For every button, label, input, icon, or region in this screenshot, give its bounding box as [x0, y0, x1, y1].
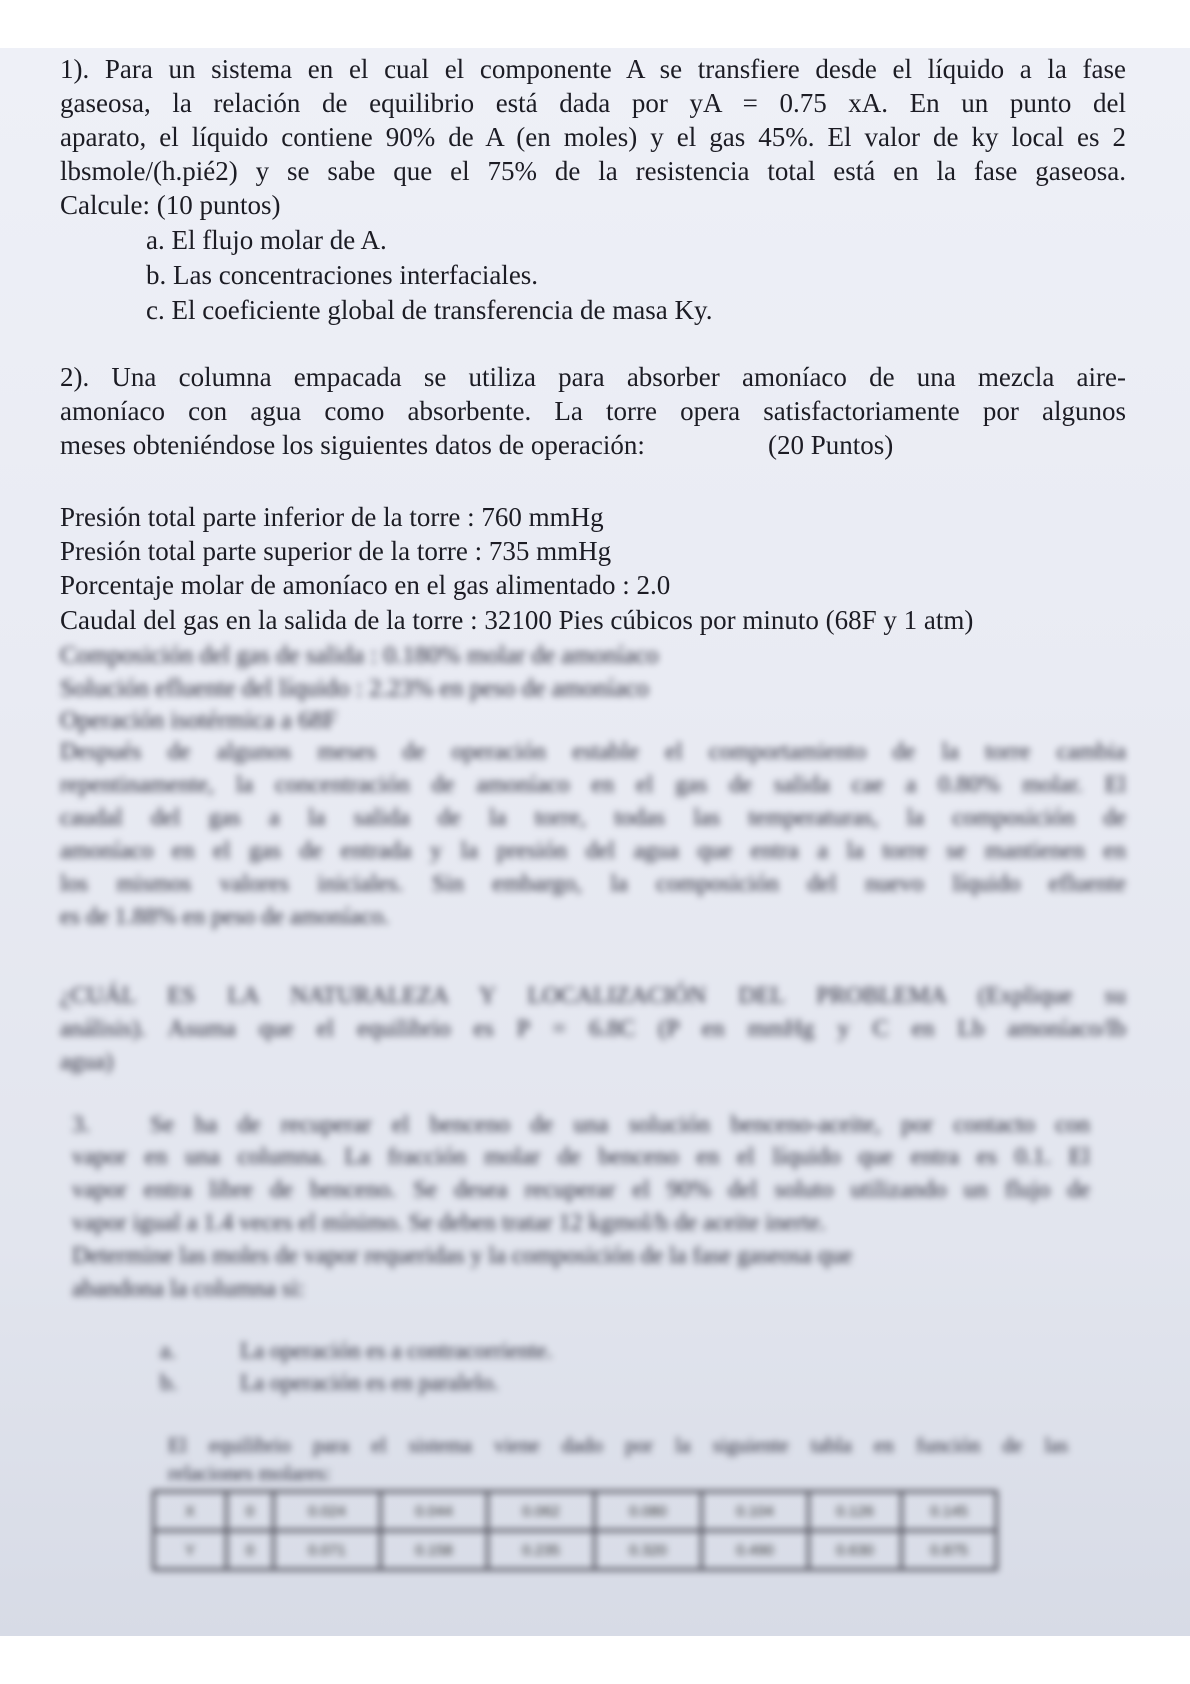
- p3-table-intro-1: El equilibrio para el sistema viene dado por la siguiente tabla en función de las: [168, 1433, 1068, 1457]
- p2-blur-data-1: Composición del gas de salida : 0.180% molar de amoníaco: [60, 642, 659, 669]
- table-cell: 0.490: [702, 1531, 809, 1570]
- p3-item-b-label: b.: [160, 1370, 178, 1395]
- p2-blur-para-6: es de 1.88% en peso de amoníaco.: [60, 904, 390, 930]
- p1-line-2: gaseosa, la relación de equilibrio está dada por yA = 0.75 xA. En un punto del: [60, 88, 1126, 118]
- p1-line-5: Calcule: (10 puntos): [60, 190, 281, 220]
- table-cell: 0.875: [902, 1531, 997, 1570]
- p2-blur-question-1: ¿CUÁL ES LA NATURALEZA Y LOCALIZACIÓN DEL PROBLEMA (Explique su: [60, 983, 1126, 1009]
- table-cell: 0: [227, 1492, 274, 1531]
- table-cell: 0.320: [595, 1531, 702, 1570]
- p2-line-2: amoníaco con agua como absorbente. La torre opera satisfactoriamente por algunos: [60, 396, 1126, 426]
- table-cell: 0.104: [702, 1492, 809, 1531]
- p2-data-4: Caudal del gas en la salida de la torre : 32100 Pies cúbicos por minuto (68F y 1 atm): [60, 605, 974, 635]
- p2-data-1: Presión total parte inferior de la torre : 760 mmHg: [60, 502, 604, 532]
- p2-blur-question-3: agua): [60, 1049, 114, 1075]
- p3-line-5: Determine las moles de vapor requeridas y la composición de la fase gaseosa que: [72, 1243, 853, 1269]
- table-cell: 0.158: [381, 1531, 488, 1570]
- table-cell: Y: [154, 1531, 227, 1570]
- table-row-x: [154, 1492, 997, 1531]
- table-cell: 0: [227, 1531, 274, 1570]
- p3-item-a-label: a.: [160, 1338, 176, 1363]
- equilibrium-table: [152, 1490, 998, 1571]
- p2-blur-data-2: Solución efluente del líquido : 2.23% en peso de amoníaco: [60, 675, 649, 702]
- table-cell: X: [154, 1492, 227, 1531]
- p1-line-4: lbsmole/(h.pié2) y se sabe que el 75% de la resistencia total está en la fase gaseosa.: [60, 156, 1126, 186]
- p3-item-a-text: La operación es a contracorriente.: [240, 1338, 553, 1363]
- p3-line-2: vapor en una columna. La fracción molar de benceno en el líquido que entra es 0.1. El: [72, 1144, 1090, 1170]
- p2-line-1: 2). Una columna empacada se utiliza para absorber amoníaco de una mezcla aire-: [60, 362, 1126, 392]
- p3-line-1: Se ha de recuperar el benceno de una solución benceno-aceite, por contacto con: [150, 1112, 1090, 1138]
- table-cell: 0.126: [809, 1492, 902, 1531]
- table-row-y: [154, 1531, 997, 1570]
- p2-blur-para-4: amoníaco en el gas de entrada y la presión del agua que entra a la torre se mantienen en: [60, 838, 1126, 864]
- p3-table-intro-2: relaciones molares:: [168, 1461, 331, 1485]
- table-cell: 0.630: [809, 1531, 902, 1570]
- table-cell: 0.145: [902, 1492, 997, 1531]
- p2-blur-para-5: los mismos valores iniciales. Sin embargo, la composición del nuevo líquido efluente: [60, 871, 1126, 897]
- p2-data-2: Presión total parte superior de la torre : 735 mmHg: [60, 536, 612, 566]
- p1-line-3: aparato, el líquido contiene 90% de A (en moles) y el gas 45%. El valor de ky local es 2: [60, 122, 1126, 152]
- table-cell: 0.235: [488, 1531, 595, 1570]
- p2-blur-para-3: caudal del gas a la salida de la torre, todas las temperaturas, la composición de: [60, 805, 1126, 831]
- p1-line-1: 1). Para un sistema en el cual el componente A se transfiere desde el líquido a la fase: [60, 54, 1126, 84]
- p3-number: 3.: [72, 1112, 90, 1138]
- table-cell: 0.080: [595, 1492, 702, 1531]
- document-page: [0, 48, 1190, 1636]
- p1-item-b: b. Las concentraciones interfaciales.: [146, 260, 539, 290]
- table-cell: 0.071: [274, 1531, 381, 1570]
- p3-line-6: abandona la columna si:: [72, 1276, 305, 1302]
- p2-blur-question-2: análisis). Asuma que el equilibrio es P = 6.8C (P en mmHg y C en Lb amoníaco/lb: [60, 1016, 1126, 1042]
- p2-blur-data-3: Operación isotérmica a 68F: [60, 707, 337, 734]
- p2-line-3: meses obteniéndose los siguientes datos de operación:: [60, 430, 645, 460]
- blurred-region: [0, 48, 1190, 1636]
- p2-data-3: Porcentaje molar de amoníaco en el gas alimentado : 2.0: [60, 570, 671, 600]
- table-cell: 0.062: [488, 1492, 595, 1531]
- p3-item-b-text: La operación es en paralelo.: [240, 1370, 499, 1395]
- p2-blur-para-1: Después de algunos meses de operación estable el comportamiento de la torre cambia: [60, 739, 1126, 765]
- p3-line-3: vapor entra libre de benceno. Se desea recuperar el 90% del soluto utilizando un flujo de: [72, 1177, 1090, 1203]
- p1-item-a: a. El flujo molar de A.: [146, 225, 387, 255]
- table-cell: 0.044: [381, 1492, 488, 1531]
- p2-blur-para-2: repentinamente, la concentración de amoníaco en el gas de salida cae a 0.80% molar. El: [60, 772, 1126, 798]
- p3-line-4: vapor igual a 1.4 veces el mínimo. Se deben tratar 12 kgmol/h de aceite inerte.: [72, 1210, 826, 1236]
- p2-points: (20 Puntos): [768, 430, 894, 460]
- table-cell: 0.024: [274, 1492, 381, 1531]
- p1-item-c: c. El coeficiente global de transferencia de masa Ky.: [146, 295, 713, 325]
